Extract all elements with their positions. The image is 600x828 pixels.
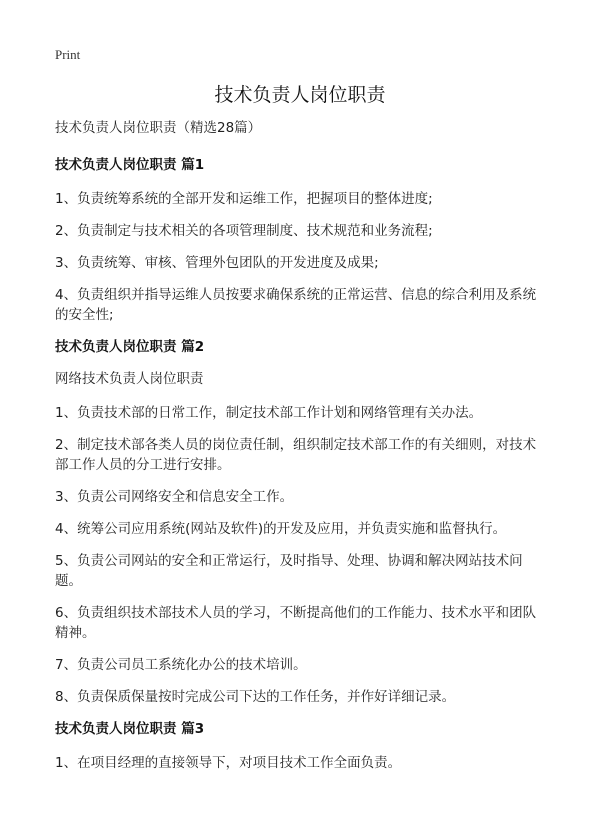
intro-text: 技术负责人岗位职责（精选28篇）	[55, 120, 262, 136]
section-3	[55, 719, 546, 773]
list-item: 4、统筹公司应用系统(网站及软件)的开发及应用，并负责实施和监督执行。	[55, 521, 507, 537]
list-item: 1、在项目经理的直接领导下，对项目技术工作全面负责。	[55, 755, 402, 771]
section-subtitle: 网络技术负责人岗位职责	[55, 371, 204, 387]
list-item: 5、负责公司网站的安全和正常运行，及时指导、处理、协调和解决网站技术问题。	[55, 553, 523, 589]
section-heading: 技术负责人岗位职责 篇1	[55, 157, 205, 173]
list-item: 8、负责保质保量按时完成公司下达的工作任务，并作好详细记录。	[55, 689, 456, 705]
section-1	[55, 155, 546, 325]
list-item: 2、制定技术部各类人员的岗位责任制，组织制定技术部工作的有关细则，对技术部工作人员的分工进行安排。	[55, 437, 537, 473]
list-item: 4、负责组织并指导运维人员按要求确保系统的正常运营、信息的综合利用及系统的安全性;	[55, 287, 537, 323]
list-item: 7、负责公司员工系统化办公的技术培训。	[55, 657, 307, 673]
list-item: 1、负责技术部的日常工作，制定技术部工作计划和网络管理有关办法。	[55, 405, 483, 421]
document-title: 技术负责人岗位职责	[214, 84, 386, 106]
document-body	[55, 118, 546, 785]
section-heading: 技术负责人岗位职责 篇2	[55, 339, 205, 355]
list-item: 3、负责公司网络安全和信息安全工作。	[55, 489, 294, 505]
list-item: 2、负责制定与技术相关的各项管理制度、技术规范和业务流程;	[55, 223, 433, 239]
list-item: 6、负责组织技术部技术人员的学习，不断提高他们的工作能力、技术水平和团队精神。	[55, 605, 537, 641]
section-heading: 技术负责人岗位职责 篇3	[55, 721, 205, 737]
section-2	[55, 337, 546, 707]
list-item: 3、负责统筹、审核、管理外包团队的开发进度及成果;	[55, 255, 379, 271]
list-item: 1、负责统筹系统的全部开发和运维工作，把握项目的整体进度;	[55, 191, 433, 207]
print-link[interactable]: Print	[55, 47, 81, 62]
